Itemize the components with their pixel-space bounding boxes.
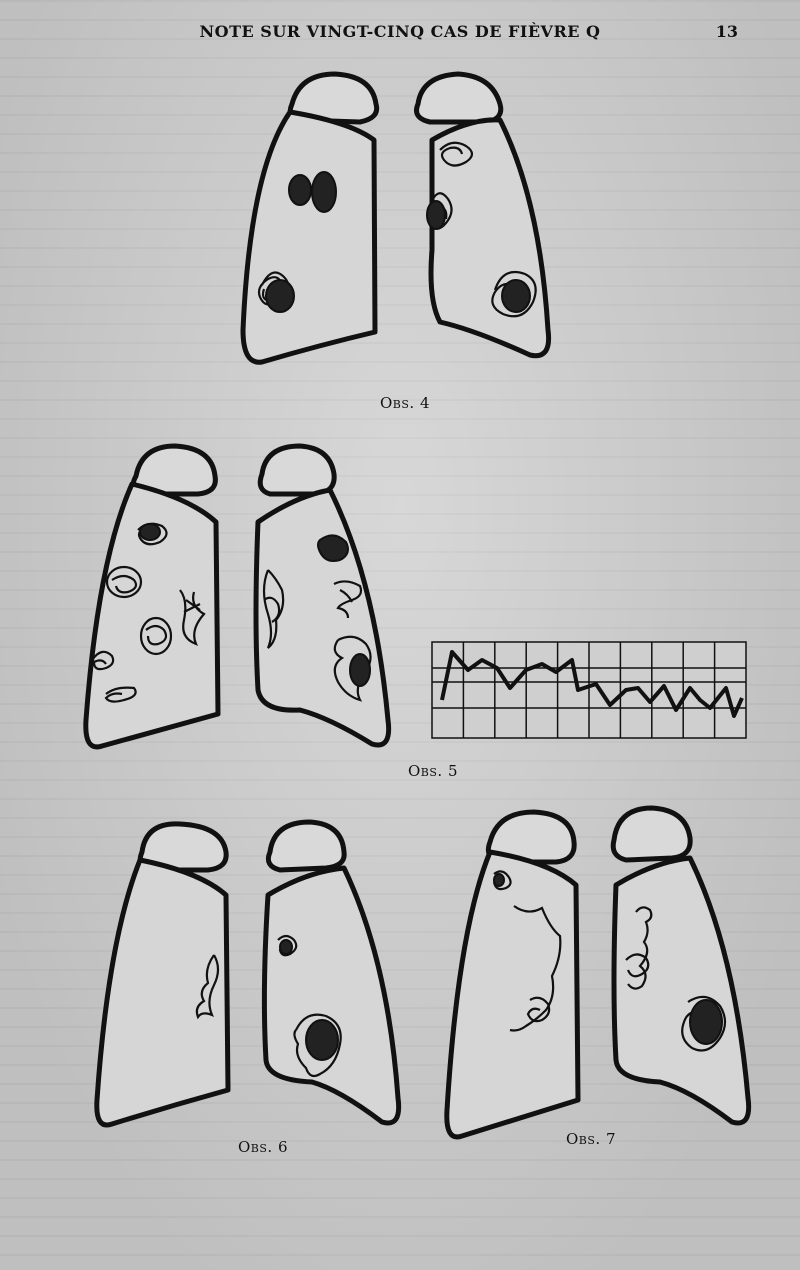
obs7-lesion [690,1000,722,1044]
obs5-left-apex [260,446,334,494]
obs4-lesion [312,172,336,212]
obs6-left-lung [264,868,398,1123]
figure-obs-4 [243,74,549,362]
caption-obs-4: Obs. 4 [380,394,430,412]
obs7-left-lung [614,858,749,1123]
obs6-lesion [280,940,292,954]
obs5-lesion [350,654,370,686]
obs5-lesion [140,524,160,540]
obs4-lesion [502,280,530,312]
obs6-lesion [306,1020,338,1060]
figure-obs-7 [447,808,749,1137]
obs5-temperature-chart [432,642,746,738]
caption-obs-6: Obs. 6 [238,1138,288,1156]
obs7-right-lung [447,852,578,1137]
page-number: 13 [715,22,738,41]
figure-obs-6 [97,822,399,1125]
obs7-lesion [494,874,504,886]
caption-obs-7: Obs. 7 [566,1130,616,1148]
caption-obs-5: Obs. 5 [408,762,458,780]
obs4-lesion [289,175,311,205]
figure-obs-5 [86,446,746,747]
obs6-left-apex [268,822,344,870]
obs5-lesion [318,535,348,561]
running-header-title: NOTE SUR VINGT-CINQ CAS DE FIÈVRE Q [199,22,601,41]
obs7-left-apex [613,808,690,860]
obs4-left-apex [417,74,501,122]
obs6-right-lung [97,860,228,1125]
obs4-right-lung [243,112,375,362]
obs4-lesion [266,280,294,312]
obs4-left-lung [431,120,549,356]
obs4-lesion [427,201,445,229]
